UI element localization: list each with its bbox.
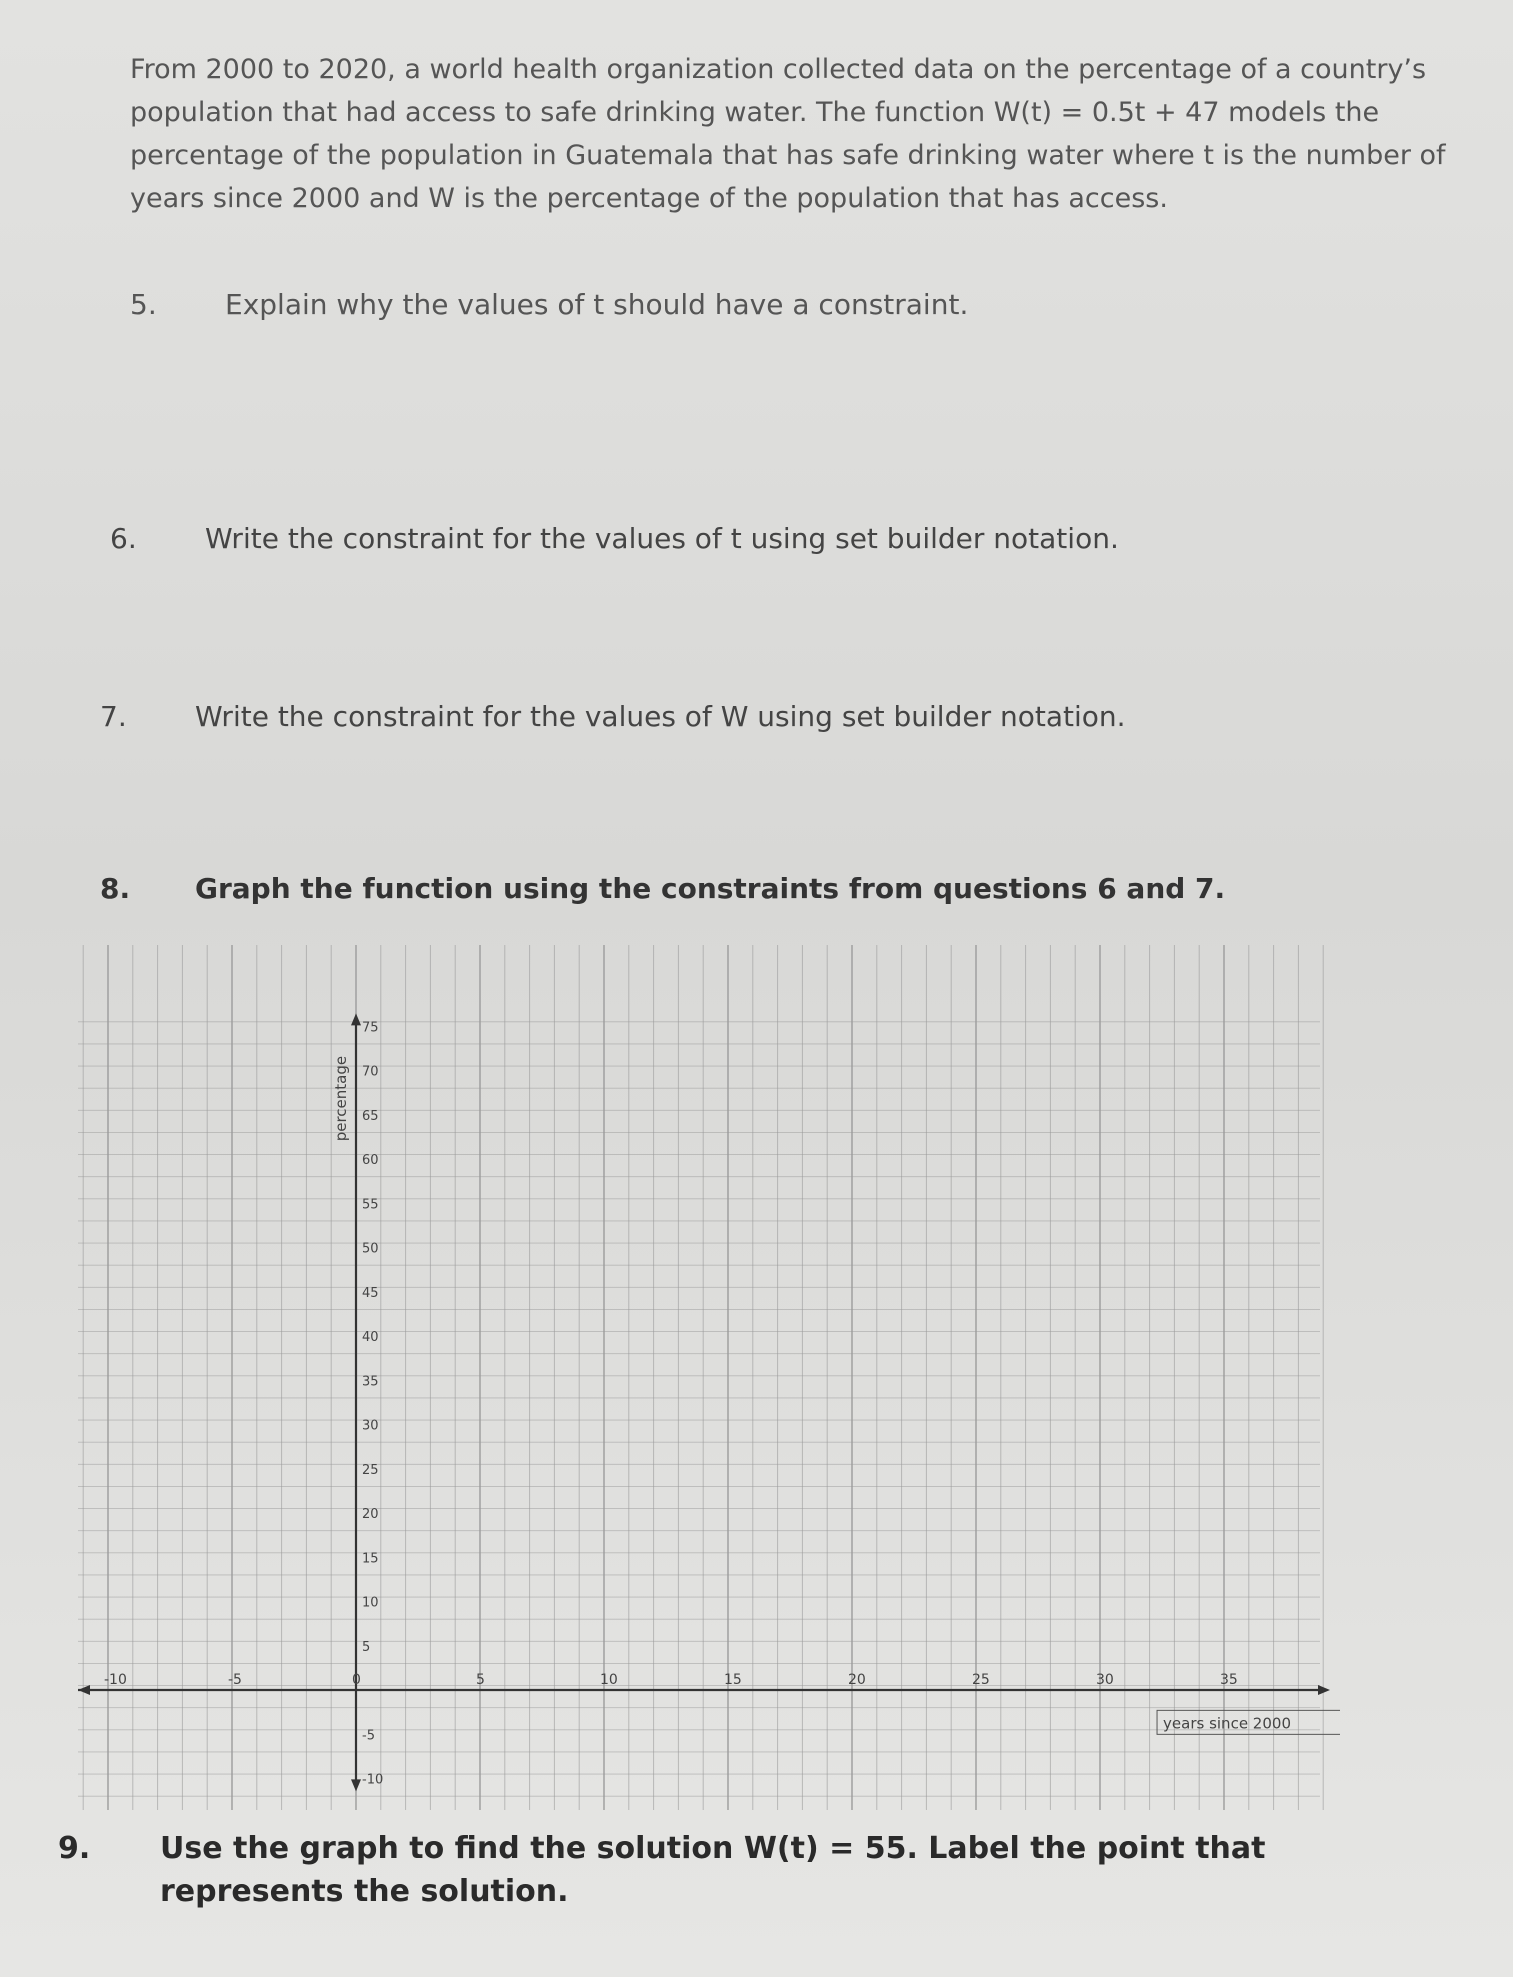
x-tick-label: 35 (1220, 1672, 1238, 1688)
question-text: Write the constraint for the values of W using set builder notation. (195, 700, 1126, 733)
y-tick-label: 20 (362, 1507, 379, 1522)
y-axis-arrow-down-icon (351, 1779, 361, 1791)
x-tick-label: 5 (476, 1672, 485, 1688)
y-tick-label: -5 (362, 1728, 375, 1744)
y-tick-label: 60 (362, 1153, 379, 1168)
x-axis-title: years since 2000 (1163, 1714, 1292, 1733)
x-tick-label: 20 (848, 1672, 866, 1688)
question-number: 7. (100, 700, 127, 733)
y-axis-arrow-up-icon (351, 1013, 361, 1025)
y-axis-title: percentage (332, 1055, 350, 1142)
y-tick-label: 70 (362, 1064, 379, 1080)
question-text: Use the graph to find the solution W(t) = 55. Label the point that (160, 1831, 1266, 1866)
y-tick-label: 55 (362, 1197, 379, 1213)
y-tick-label: 65 (362, 1108, 379, 1124)
x-tick-label: 30 (1096, 1672, 1114, 1688)
x-tick-label: 0 (352, 1672, 361, 1688)
question-text: Explain why the values of t should have a constraint. (225, 288, 969, 321)
y-tick-label: 10 (362, 1595, 379, 1611)
question-7 (100, 700, 1126, 733)
question-number: 9. (58, 1831, 91, 1866)
question-number: 6. (110, 522, 137, 555)
y-tick-label: 25 (362, 1462, 379, 1478)
question-number: 8. (100, 872, 131, 905)
y-tick-label: 35 (362, 1374, 379, 1390)
x-tick-label: -10 (104, 1672, 127, 1688)
question-text-continued: represents the solution. (160, 1874, 569, 1909)
question-6 (110, 522, 1119, 555)
question-5 (130, 288, 968, 321)
question-8 (100, 872, 1225, 905)
coordinate-grid[interactable] (70, 935, 1340, 1815)
question-text: Write the constraint for the values of t using set builder notation. (205, 522, 1119, 555)
y-tick-label: 45 (362, 1285, 379, 1301)
y-tick-label: 5 (362, 1639, 371, 1655)
question-number: 5. (130, 288, 157, 321)
y-tick-label: 30 (362, 1418, 379, 1434)
y-tick-label: 15 (362, 1551, 379, 1567)
question-9 (58, 1827, 1358, 1913)
y-tick-label: -10 (362, 1772, 384, 1788)
y-tick-label: 75 (362, 1020, 379, 1036)
x-axis-arrow-left-icon (78, 1685, 90, 1695)
y-tick-label: 40 (362, 1330, 379, 1345)
question-text: Graph the function using the constraints from questions 6 and 7. (195, 872, 1226, 905)
x-tick-label: -5 (228, 1672, 242, 1688)
x-axis-arrow-right-icon (1318, 1685, 1330, 1695)
graph-area[interactable] (70, 935, 1340, 1815)
intro-paragraph: From 2000 to 2020, a world health organization collected data on the percentage of a country’s population that had access to safe drinking water. The function W(t) = 0.5t + 47 models the percentage of the population in Guatemala that has safe drinking water where t is the number of years since 2000 and W is the percentage of the population that has access. (130, 54, 1446, 214)
x-tick-label: 25 (972, 1672, 990, 1688)
y-tick-label: 50 (362, 1241, 379, 1257)
x-tick-label: 10 (600, 1672, 618, 1688)
x-tick-label: 15 (724, 1672, 742, 1688)
